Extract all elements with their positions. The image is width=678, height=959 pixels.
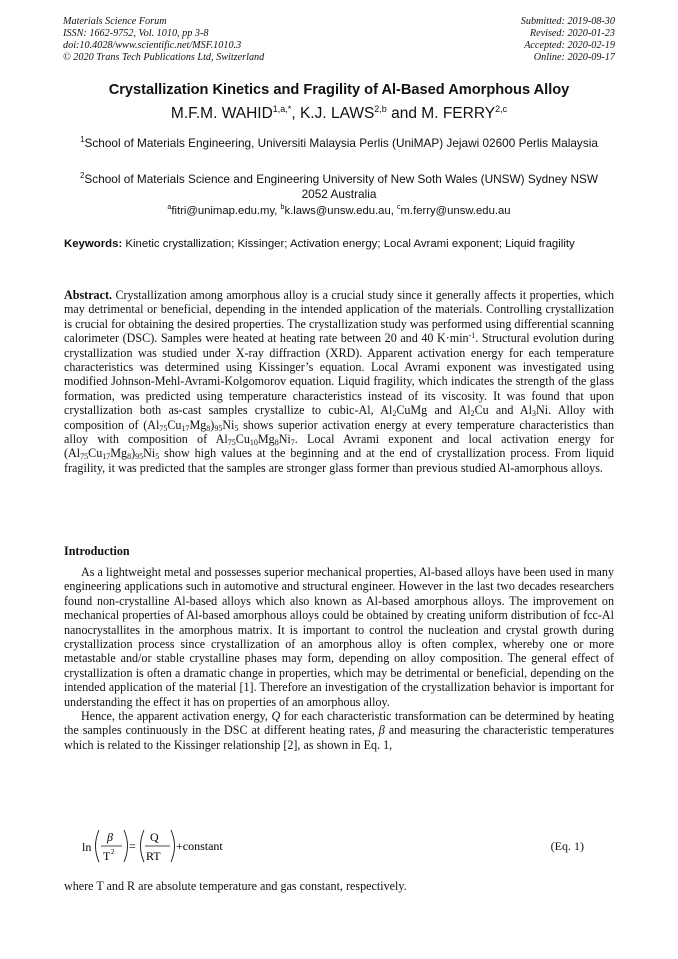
equation-explanation: where T and R are absolute temperature and gas constant, respectively. (64, 879, 407, 893)
subscript: 8 (206, 423, 211, 433)
section-heading-introduction: Introduction (64, 544, 130, 558)
author-affiliation-mark: 2,c (495, 104, 508, 114)
email-mark: b (280, 204, 285, 211)
subscript: 17 (181, 423, 190, 433)
issn-line: ISSN: 1662-9752, Vol. 1010, pp 3-8 (63, 28, 209, 39)
paragraph-text: and measuring the characteristic temperatures which is related to the Kissinger relationship [2], as shown in Eq. 1, (64, 723, 614, 752)
variable-q: Q (271, 709, 281, 724)
superscript: -1 (468, 331, 476, 341)
abstract-text: Cu (167, 417, 182, 432)
eq-ln: ln (82, 840, 92, 854)
subscript: 5 (234, 423, 239, 433)
keywords-text: Kinetic crystallization; Kissinger; Activation energy; Local Avrami exponent; Liquid fragility (122, 238, 575, 250)
abstract-text: Ni (143, 446, 156, 461)
abstract-text: Mg (189, 417, 207, 432)
eq-q: Q (150, 830, 159, 844)
author-emails (40, 204, 638, 217)
eq-left-paren-1 (96, 830, 100, 862)
abstract-text: Ni (278, 432, 291, 447)
affiliation-1 (70, 132, 608, 151)
eq-t-exponent: 2 (111, 848, 115, 856)
email-link[interactable]: m.ferry@unsw.edu.au (400, 204, 511, 217)
abstract-text: ) (131, 446, 136, 461)
affiliation-2 (70, 168, 608, 202)
revised-date: Revised: 2020-01-23 (529, 28, 615, 39)
email-mark: c (397, 204, 401, 211)
subscript: 75 (159, 423, 168, 433)
email-link[interactable]: k.laws@unsw.edu.au, (284, 204, 398, 217)
eq-plus-constant: +constant (176, 839, 223, 853)
abstract-text: Ni. Alloy with composition of (Al (64, 403, 614, 432)
email-mark: a (167, 204, 172, 211)
eq-right-paren-1 (124, 830, 128, 862)
email-link[interactable]: fitri@unimap.edu.my, (171, 204, 281, 217)
paragraph-text: for each characteristic transformation can be determined by heating the samples continuously in the DSC at different heating rates, (64, 709, 614, 738)
abstract-text: Crystallization among amorphous alloy is a crucial study since it generally affects it properties, which may detrimental or beneficial, depending in the intended application of the materials. Controlling crystallization is crucial for obtaining the desired properties. The crystallization study was performed using differential scanning calorimeter (DSC). Samples were heated at heating rate between 20 and 40 K·min (64, 288, 614, 346)
abstract-text: ) (210, 417, 215, 432)
intro-paragraph-1: As a lightweight metal and possesses superior mechanical properties, Al-based alloys have been used in many engineering applications such in automotive and structural engineer. However in the last two decades researchers found non-crystalline Al-based alloys which also known as Al-based amorphous alloys. The improvement on mechanical properties of Al-based amorphous alloys could be obtained by creating uniform distribution of fcc-Al nanocrystallites in the amorphous matrix. It is important to control the nucleation and crystal growth during crystallization process since crystallization of an amorphous alloy is often complex, whereby one or more metastable and/or stable crystalline phases may form, depending on alloy composition. The general effect of crystallization is often a dramatic change in properties, which may be detrimental or beneficial, depending on the intended application of the material [1]. Therefore an investigation of the crystallization behavior is important for understanding the effect it has on properties of an amorphous alloy. (64, 565, 614, 709)
abstract-text: Cu and Al (474, 403, 533, 418)
subscript: 10 (249, 438, 258, 448)
affiliation-text: School of Materials Science and Engineering University of New Soth Wales (UNSW) Sydney NSW 2052 Australia (84, 171, 599, 201)
abstract (64, 288, 614, 475)
subscript: 7 (290, 438, 295, 448)
author-separator: and (386, 105, 422, 123)
abstract-text: Cu (235, 432, 250, 447)
eq-t: T (103, 849, 111, 863)
subscript: 5 (155, 452, 160, 462)
author-name: K.J. LAWS (299, 105, 375, 123)
affiliation-text: School of Materials Engineering, Universiti Malaysia Perlis (UniMAP) Jejawi 02600 Perlis Malaysia (84, 135, 598, 150)
equation-number: (Eq. 1) (550, 839, 584, 853)
subscript: 95 (135, 452, 144, 462)
variable-beta: β (378, 723, 385, 738)
eq-left-paren-2 (141, 830, 145, 862)
abstract-text: CuMg and Al (396, 403, 471, 418)
eq-rt: RT (146, 849, 161, 863)
accepted-date: Accepted: 2020-02-19 (524, 40, 615, 51)
abstract-text: Mg (257, 432, 275, 447)
author-name: M. FERRY (421, 105, 496, 123)
equation-formula (82, 826, 282, 866)
subscript: 17 (102, 452, 111, 462)
abstract-text: . Local Avrami exponent and local activation energy for (Al (64, 432, 614, 461)
introduction-body (64, 565, 614, 752)
journal-header-left (63, 16, 264, 64)
eq-beta: β (107, 830, 113, 844)
abstract-text: show high values at the beginning and at the end of crystallization process. From liquid fragility, it was predicted that the samples are stronger glass former than previous studied Al-amorphous alloys. (64, 446, 614, 475)
affiliation-mark: 1 (80, 135, 85, 144)
intro-paragraph-2 (64, 709, 614, 752)
author-name: M.F.M. WAHID (170, 105, 273, 123)
subscript: 8 (127, 452, 132, 462)
keywords-label: Keywords: (64, 238, 123, 250)
author-separator: , (291, 105, 300, 123)
abstract-text: shows superior activation energy at every temperature characteristics than alloy with composition of Al (64, 417, 614, 447)
submitted-date: Submitted: 2019-08-30 (520, 16, 615, 27)
journal-name: Materials Science Forum (63, 16, 167, 27)
online-date: Online: 2020-09-17 (533, 52, 615, 63)
subscript: 75 (227, 438, 236, 448)
kissinger-equation (82, 826, 614, 866)
subscript: 2 (470, 409, 475, 419)
subscript: 95 (214, 423, 223, 433)
subscript: 8 (274, 438, 279, 448)
subscript: 3 (532, 409, 537, 419)
paper-title: Crystallization Kinetics and Fragility of Al-Based Amorphous Alloy (108, 82, 570, 98)
doi-line: doi:10.4028/www.scientific.net/MSF.1010.3 (63, 40, 242, 51)
abstract-text: Ni (222, 417, 235, 432)
eq-right-paren-2 (171, 830, 175, 862)
journal-header-right (521, 16, 615, 64)
abstract-text: Cu (88, 446, 103, 461)
copyright-line: © 2020 Trans Tech Publications Ltd, Switzerland (63, 52, 265, 63)
eq-equals: = (129, 839, 136, 853)
abstract-label: Abstract. (64, 288, 113, 302)
subscript: 2 (392, 409, 397, 419)
author-affiliation-mark: 2,b (374, 104, 387, 114)
affiliation-mark: 2 (79, 171, 85, 180)
subscript: 75 (80, 452, 89, 462)
abstract-text: Mg (110, 446, 128, 461)
paragraph-text: Hence, the apparent activation energy, (81, 709, 272, 724)
keywords (64, 237, 614, 252)
author-list (40, 104, 638, 123)
author-affiliation-mark: 1,a,* (272, 104, 292, 114)
abstract-text: . Structural evolution during crystallization was studied under X-ray diffraction (XRD). Apparent activation energy for each temperature characteristics was determined using Kissinger’s equation. Local Avrami exponent was investigated using modified Johnson-Mehl-Avrami-Kolgomorov equation. Liquid fragility, which indicates the strength of the glass formation, was predicted using temperature characteristics instead of its viscosity. It was found that upon crystallization both as-cast samples crystallize to cubic-Al, Al (64, 331, 614, 418)
